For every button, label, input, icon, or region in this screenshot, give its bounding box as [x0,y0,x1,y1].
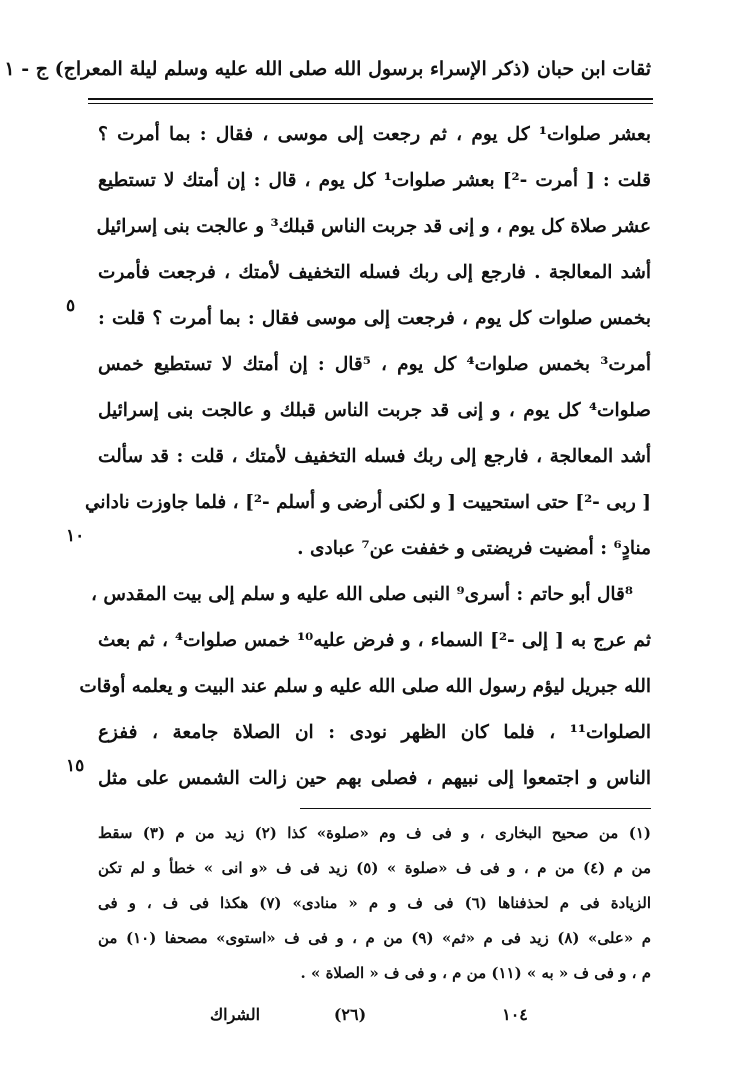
line-number-10: ١٠ [66,526,85,546]
text-line: الله جبريل ليؤم رسول الله صلى الله عليه و سلم عند البيت و يعلمه أوقات [79,676,651,697]
publisher-label: الشراك [209,1005,261,1024]
text-line: عشر صلاة كل يوم ، و إنى قد جربت الناس قبلك³ و عالجت بنى إسرائيل [96,216,651,237]
footnotes [98,816,651,991]
text-line: [ ربى -²] حتى استحييت [ و لكنى أرضى و أسلم -²] ، فلما جاوزت ناداني [84,492,651,513]
signature-mark: (٢٦) [333,1005,367,1024]
text-line: منادٍ⁶ : أمضيت فريضتى و خففت عن⁷ عبادى . [297,538,651,559]
footnote-line: (١) من صحيح البخارى ، و فى ف وم «صلوة» كذا (٢) زيد من م (٣) سقط [98,824,651,842]
text-line: بخمس صلوات كل يوم ، فرجعت إلى موسى فقال : بما أمرت ؟ قلت : [98,308,651,329]
text-line: ⁸قال أبو حاتم : أسرى⁹ النبى صلى الله عليه و سلم إلى بيت المقدس ، [90,584,633,605]
text-line: الناس و اجتمعوا إلى نبيهم ، فصلى بهم حين زالت الشمس على مثل [98,768,651,789]
line-number-15: ١٥ [66,756,85,776]
text-line: أشد المعالجة . فارجع إلى ربك فسله التخفيف لأمتك ، فرجعت فأمرت [98,262,651,283]
text-line: أمرت³ بخمس صلوات⁴ كل يوم ، ⁵قال : إن أمتك لا تستطيع خمس [98,354,652,375]
header-rule-thick [88,98,653,100]
page-number: ١٠٤ [502,1005,528,1024]
footnote-rule [300,808,651,809]
footnote-line: م ، و فى ف « به » (١١) من م ، و فى ف « الصلاة » . [300,964,651,982]
main-text [66,112,652,802]
text-line: بعشر صلوات¹ كل يوم ، ثم رجعت إلى موسى ، فقال : بما أمرت ؟ [98,124,651,145]
running-header: ثقات ابن حبان (ذكر الإسراء برسول الله صلى الله عليه وسلم ليلة المعراج) ج - ١ [4,58,651,80]
text-line: الصلوات¹¹ ، فلما كان الظهر نودى : ان الصلاة جامعة ، ففزع [98,722,651,743]
text-line: قلت : [ أمرت -²] بعشر صلوات¹ كل يوم ، قال : إن أمتك لا تستطيع [98,170,651,191]
footnote-line: م «على» (٨) زيد فى م «ثم» (٩) من م ، و فى ف «استوى» مصحفا (١٠) من [98,929,651,947]
header-rule-thin [88,103,653,104]
footnote-line: الزيادة فى م لحذفناها (٦) فى ف و م « منادى» (٧) هكذا فى ف ، و فى [98,894,651,912]
text-line: أشد المعالجة ، فارجع إلى ربك فسله التخفيف لأمتك ، قلت : قد سألت [98,446,651,467]
text-line: صلوات⁴ كل يوم ، و إنى قد جربت الناس قبلك و عالجت بنى إسرائيل [98,400,651,421]
text-line: ثم عرج به [ إلى -²] السماء ، و فرض عليه¹⁰ خمس صلوات⁴ ، ثم بعث [98,630,651,651]
line-number-5: ٥ [66,296,76,316]
footnote-line: من م (٤) من م ، و فى ف «صلوة » (٥) زيد فى ف «و انى » خطأ و لم تكن [98,859,651,877]
